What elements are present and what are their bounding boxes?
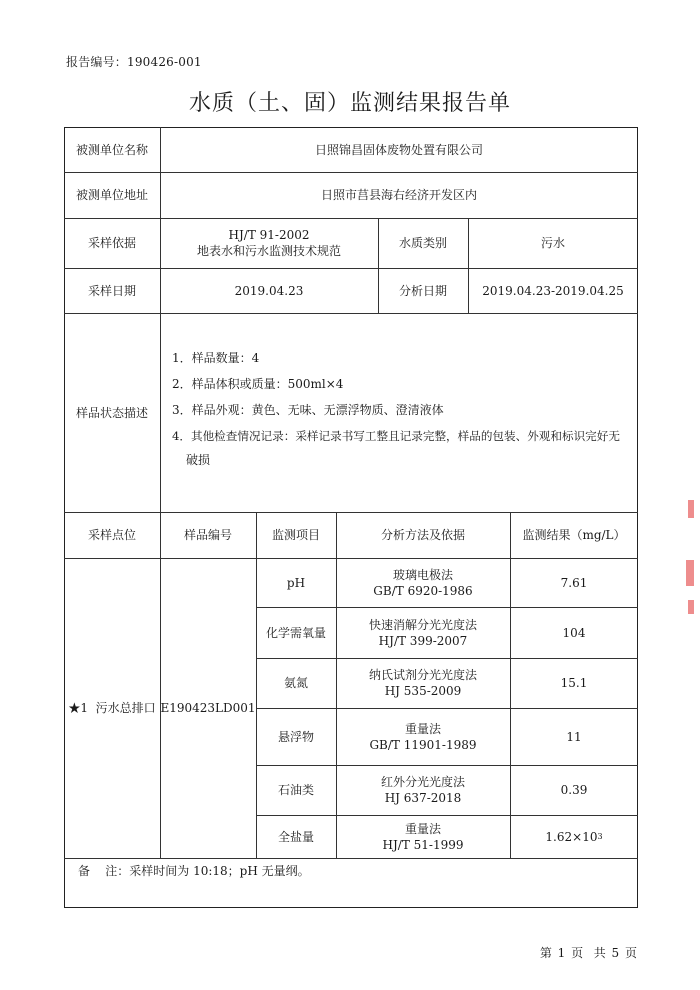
- page-title: 水质（土、固）监测结果报告单: [188, 91, 511, 116]
- method-standard: HJ 535-2009: [384, 684, 462, 698]
- method-name: 快速消解分光光度法: [368, 617, 477, 632]
- sample-state-item: 2．样品体积或质量：500ml×4: [172, 377, 344, 391]
- header-method: 分析方法及依据: [380, 528, 465, 542]
- water-type-label: 水质类别: [398, 236, 447, 250]
- item-cell: 全盐量: [277, 829, 314, 844]
- method-cell: [336, 558, 510, 607]
- method-name: 红外分光光度法: [380, 775, 465, 789]
- method-cell: [336, 815, 510, 858]
- unit-address-value: 日照市莒县海右经济开发区内: [320, 188, 477, 202]
- result-mantissa: 1.62×10: [545, 829, 598, 844]
- result-cell: 7.61: [560, 575, 588, 590]
- header-result: 监测结果（mg/L）: [522, 528, 626, 542]
- basis-standard-name: 地表水和污水监测技术规范: [196, 244, 341, 258]
- method-cell: [336, 708, 510, 765]
- sample-state-item: 4．其他检查情况记录：采样记录书写工整且记录完整，样品的包装、外观和标识完好无: [172, 429, 620, 443]
- item-cell: pH: [286, 575, 306, 590]
- analysis-date-label: 分析日期: [398, 283, 447, 298]
- sample-date-label: 采样日期: [87, 283, 136, 298]
- sampling-point: ★1 污水总排口: [68, 701, 156, 715]
- basis-value: [160, 218, 378, 268]
- header-item: 监测项目: [271, 528, 320, 542]
- header-point: 采样点位: [87, 528, 136, 542]
- result-cell: [510, 815, 638, 858]
- method-name: 重量法: [404, 721, 441, 736]
- basis-label: 采样依据: [87, 236, 136, 250]
- method-cell: [336, 658, 510, 708]
- seal-edge-mark: [688, 600, 694, 614]
- method-standard: HJ 637-2018: [384, 791, 462, 805]
- method-name: 重量法: [404, 821, 441, 836]
- item-cell: 悬浮物: [277, 729, 314, 744]
- seal-edge-mark: [686, 560, 694, 586]
- header-sample-id: 样品编号: [183, 528, 232, 542]
- sample-date-value: 2019.04.23: [234, 283, 304, 298]
- method-standard: GB/T 11901-1989: [369, 737, 477, 752]
- sample-state-label: 样品状态描述: [75, 405, 148, 420]
- water-type-value: 污水: [540, 236, 565, 250]
- method-name: 纳氏试剂分光光度法: [368, 668, 477, 682]
- unit-address-label: 被测单位地址: [75, 188, 148, 202]
- item-cell: 氨氮: [283, 676, 308, 690]
- sample-id: E190423LD001: [160, 701, 256, 715]
- sample-state-item-cont: 破损: [186, 453, 211, 467]
- seal-edge-mark: [688, 500, 694, 518]
- unit-name-value: 日照锦昌固体废物处置有限公司: [314, 142, 483, 157]
- method-standard: HJ/T 399-2007: [378, 633, 468, 648]
- result-cell: 15.1: [560, 676, 588, 690]
- remarks: 备 注：采样时间为 10:18；pH 无量纲。: [78, 864, 310, 878]
- method-name: 玻璃电极法: [392, 567, 453, 582]
- page-number: 第 1 页 共 5 页: [539, 946, 638, 960]
- method-standard: HJ/T 51-1999: [382, 837, 464, 852]
- analysis-date-value: 2019.04.23-2019.04.25: [482, 283, 624, 298]
- method-standard: GB/T 6920-1986: [373, 583, 473, 598]
- report-number: 报告编号：190426-001: [66, 55, 202, 69]
- result-cell: 0.39: [560, 783, 588, 797]
- basis-standard: HJ/T 91-2002: [228, 228, 310, 242]
- unit-name-label: 被测单位名称: [75, 142, 148, 157]
- method-cell: [336, 765, 510, 815]
- result-cell: 104: [562, 625, 586, 640]
- item-cell: 石油类: [277, 783, 314, 797]
- method-cell: [336, 607, 510, 658]
- result-cell: 11: [566, 729, 582, 744]
- item-cell: 化学需氧量: [265, 625, 326, 640]
- sample-state-item: 1．样品数量：4: [172, 351, 260, 365]
- sample-state-item: 3．样品外观：黄色、无味、无漂浮物质、澄清液体: [172, 403, 444, 417]
- result-exponent: 3: [597, 831, 603, 841]
- row-divider: [64, 858, 638, 859]
- sample-state-list: [172, 350, 640, 469]
